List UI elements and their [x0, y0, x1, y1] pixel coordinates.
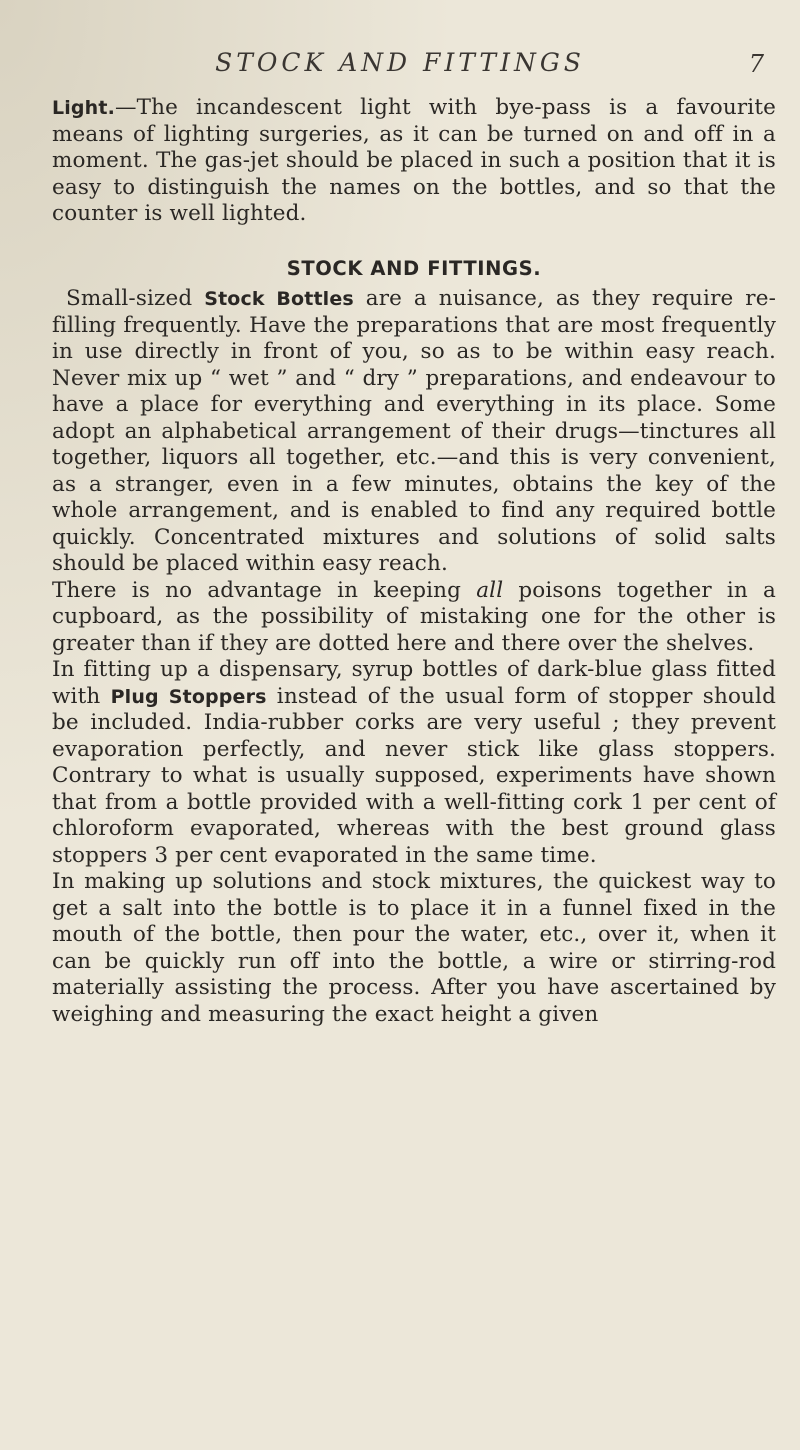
paragraph-light: [52, 95, 776, 228]
paragraph-text: In fitting up a dispensary, syrup bottles of dark-blue glass fitted with: [52, 657, 776, 709]
section-heading: STOCK AND FITTINGS.: [286, 256, 542, 280]
running-title: STOCK AND FITTINGS: [215, 48, 585, 77]
paragraph-text: There is no advantage in keeping: [52, 577, 477, 603]
paragraph-solutions: In making up solutions and stock mixtures, the quickest way to get a salt into the bottle is to place it in a funnel fixed in the mouth of the bottle, then pour the water, etc., over it, when it can be quickly run off into the bottle, a wire or stirring-rod materially assisting the process. After you have ascertained by weighing and measuring the exact height a given: [52, 869, 776, 1027]
paragraph-text: poisons together in a cupboard, as the possibility of mistaking one for the other is greater than if they are dotted here and there over the shelves.: [52, 577, 776, 656]
paragraph-poisons: [52, 578, 776, 658]
page-number: 7: [748, 50, 764, 78]
run-in-heading-plug-stoppers: Plug Stoppers: [110, 685, 267, 708]
run-in-heading-light: Light.: [52, 97, 115, 119]
body-text: [52, 95, 776, 1028]
paragraph-text: instead of the usual form of stopper should be included. India-rubber corks are very useful ; they prevent evaporation perfectly, and never stick like glass stoppers. Contrary to what is usually supposed, experiments have shown that from a bottle provided with a well-fitting cork 1 per cent of chloroform evaporated, whereas with the best ground glass stoppers 3 per cent evaporated in the same time.: [52, 683, 776, 868]
run-in-heading-stock-bottles: Stock Bottles: [204, 288, 354, 310]
paragraph-stock-bottles: [52, 286, 776, 578]
paragraph-text: —The incandescent light with bye-pass is a favourite means of lighting surgeries, as it can be turned on and off in a moment. The gas-jet should be placed in such a position that it is easy to distinguish the names on the bottles, and so that the counter is well lighted.: [52, 95, 776, 226]
emphasis-text: all: [476, 577, 504, 603]
paragraph-text: Small-sized: [66, 286, 205, 311]
paragraph-text: are a nuisance, as they require re-filling frequently. Have the preparations that are most frequently in use directly in front of you, so as to be within easy reach. Never mix up “ wet ” and “ dry ” preparations, and endeavour to have a place for everything and everything in its place. Some adopt an alphabetical arrangement of their drugs—tinctures all together, liquors all together, etc.—and this is very convenient, as a stranger, even in a few minutes, obtains the key of the whole arrangement, and is enabled to find any required bottle quickly. Concentrated mixtures and solutions of solid salts should be placed within easy reach.: [52, 286, 776, 576]
paragraph-plug-stoppers: [52, 657, 776, 869]
running-head: [0, 48, 800, 88]
